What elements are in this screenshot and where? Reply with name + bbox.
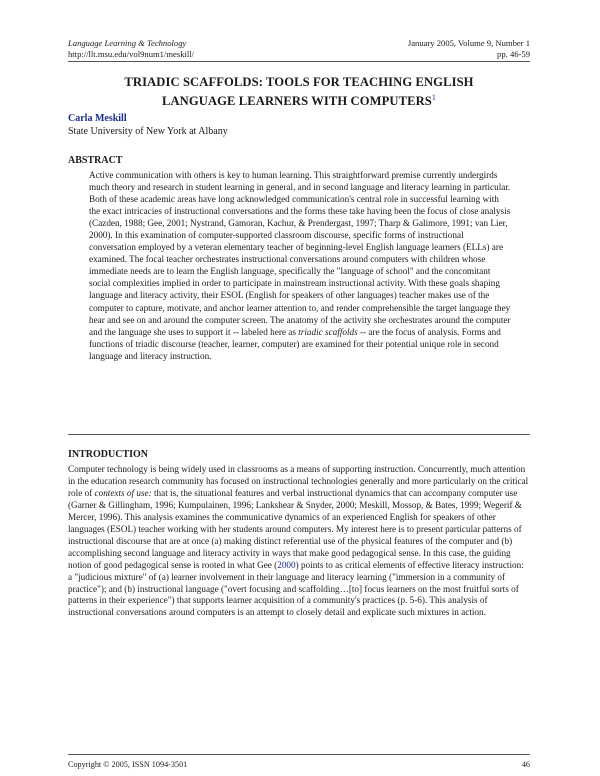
article-url[interactable]: http://llt.msu.edu/vol9num1/meskill/ <box>68 49 195 59</box>
intro-text-1: Computer technology is being widely used in classrooms as a means of supporting instruction. Concurrently, much attention in the education research community has focused on instructional technologies generally and more particularly on the critical role of <box>68 464 529 498</box>
article-title <box>68 74 530 109</box>
abstract-heading: ABSTRACT <box>68 155 123 166</box>
author-name: Carla Meskill <box>68 113 127 124</box>
title-footnote-link[interactable]: 1 <box>431 93 437 102</box>
copyright-notice: Copyright © 2005, ISSN 1094-3501 <box>68 760 188 769</box>
journal-name: Language Learning & Technology <box>68 38 187 48</box>
intro-italic-term: contexts of use: <box>94 487 152 498</box>
footer-rule <box>68 754 530 755</box>
abstract-text-2: -- are the focus of analysis. Forms and functions of triadic discourse (teacher, learner, computer) are examined for their potential unique role in second language and literacy instruction. <box>89 326 501 361</box>
abstract-body <box>89 169 511 362</box>
citation-link-2000[interactable]: 2000 <box>277 559 296 570</box>
introduction-body <box>68 464 530 619</box>
abstract-rule <box>68 434 530 435</box>
page-range: pp. 46-59 <box>497 49 530 59</box>
issue-info: January 2005, Volume 9, Number 1 <box>407 38 530 48</box>
page-footer <box>68 760 530 769</box>
intro-text-2: that is, the situational features and verbal instructional dynamics that can accompany computer use (Garner & Gillingham, 1996; Kumpulainen, 1996; Lankshear & Snyder, 2000; Meskill, Mossop, & Bates, 1999; Wegerif & Mercer, 1996). This analysis examines the communicative dynamics of an experienced English for speakers of other languages (ESOL) teacher working with her students around computers. My interest here is to present particular patterns of instructional discourse that are at once (a) making distinct referential use of the physical features of the computer and (b) accomplishing second language and literacy activity in ways that make good pedagogical sense. In this case, the guiding notion of good pedagogical sense is rooted in what Gee ( <box>68 487 522 570</box>
introduction-heading: INTRODUCTION <box>68 449 149 460</box>
title-line-1: TRIADIC SCAFFOLDS: TOOLS FOR TEACHING ENGLISH <box>124 75 474 89</box>
abstract-text-1: Active communication with others is key to human learning. This straightforward premise currently undergirds much theory and research in student learning in general, and in second language and literacy learning in particular. Both of these academic areas have long acknowledged communication's central role in successful learning with the exact intricacies of instructional conversations and the forms these take having been the focus of close analysis (Cazden, 1988; Gee, 2001; Nystrand, Gamoran, Kachur, & Prendergast, 1997; Tharp & Galimore, 1991; van Lier, 2000). In this examination of computer-supported classroom discourse, specific forms of instructional conversation employed by a veteran elementary teacher of beginning-level English language learners (ELLs) are examined. The focal teacher orchestrates instructional conversations around computers with children whose immediate needs are to learn the English language, specifically the "language of school" and the concomitant social complexities implied in order to participate in mainstream instructional activity. With these goals shaping language and literacy activity, their ESOL (English for speakers of other languages) teacher makes use of the computer to capture, motivate, and anchor learner attention to, and render comprehensible the target language they hear and see on and around the computer screen. The anatomy of the activity she orchestrates around the computer and the language she uses to support it -- labeled here as <box>89 170 511 337</box>
intro-text-3: ) points to as critical elements of effective literacy instruction: a "judicious mixture" of (a) learner involvement in their language and literacy learning ("immersion in a community of practice"); and (b) instructional language ("overt focusing and scaffolding…[to] focus learners on the most fruitful sorts of patterns in their experience") that supports learner acquisition of a community's practices (p. 5-6). This analysis of instructional conversations around computers is an attempt to closely detail and explicate such mixtures in action. <box>68 559 524 618</box>
abstract-italic-term: triadic scaffolds <box>298 326 358 337</box>
page-number: 46 <box>521 760 530 769</box>
title-line-2: LANGUAGE LEARNERS WITH COMPUTERS <box>161 94 432 109</box>
header-rule <box>68 61 530 62</box>
author-affiliation: State University of New York at Albany <box>68 126 228 137</box>
